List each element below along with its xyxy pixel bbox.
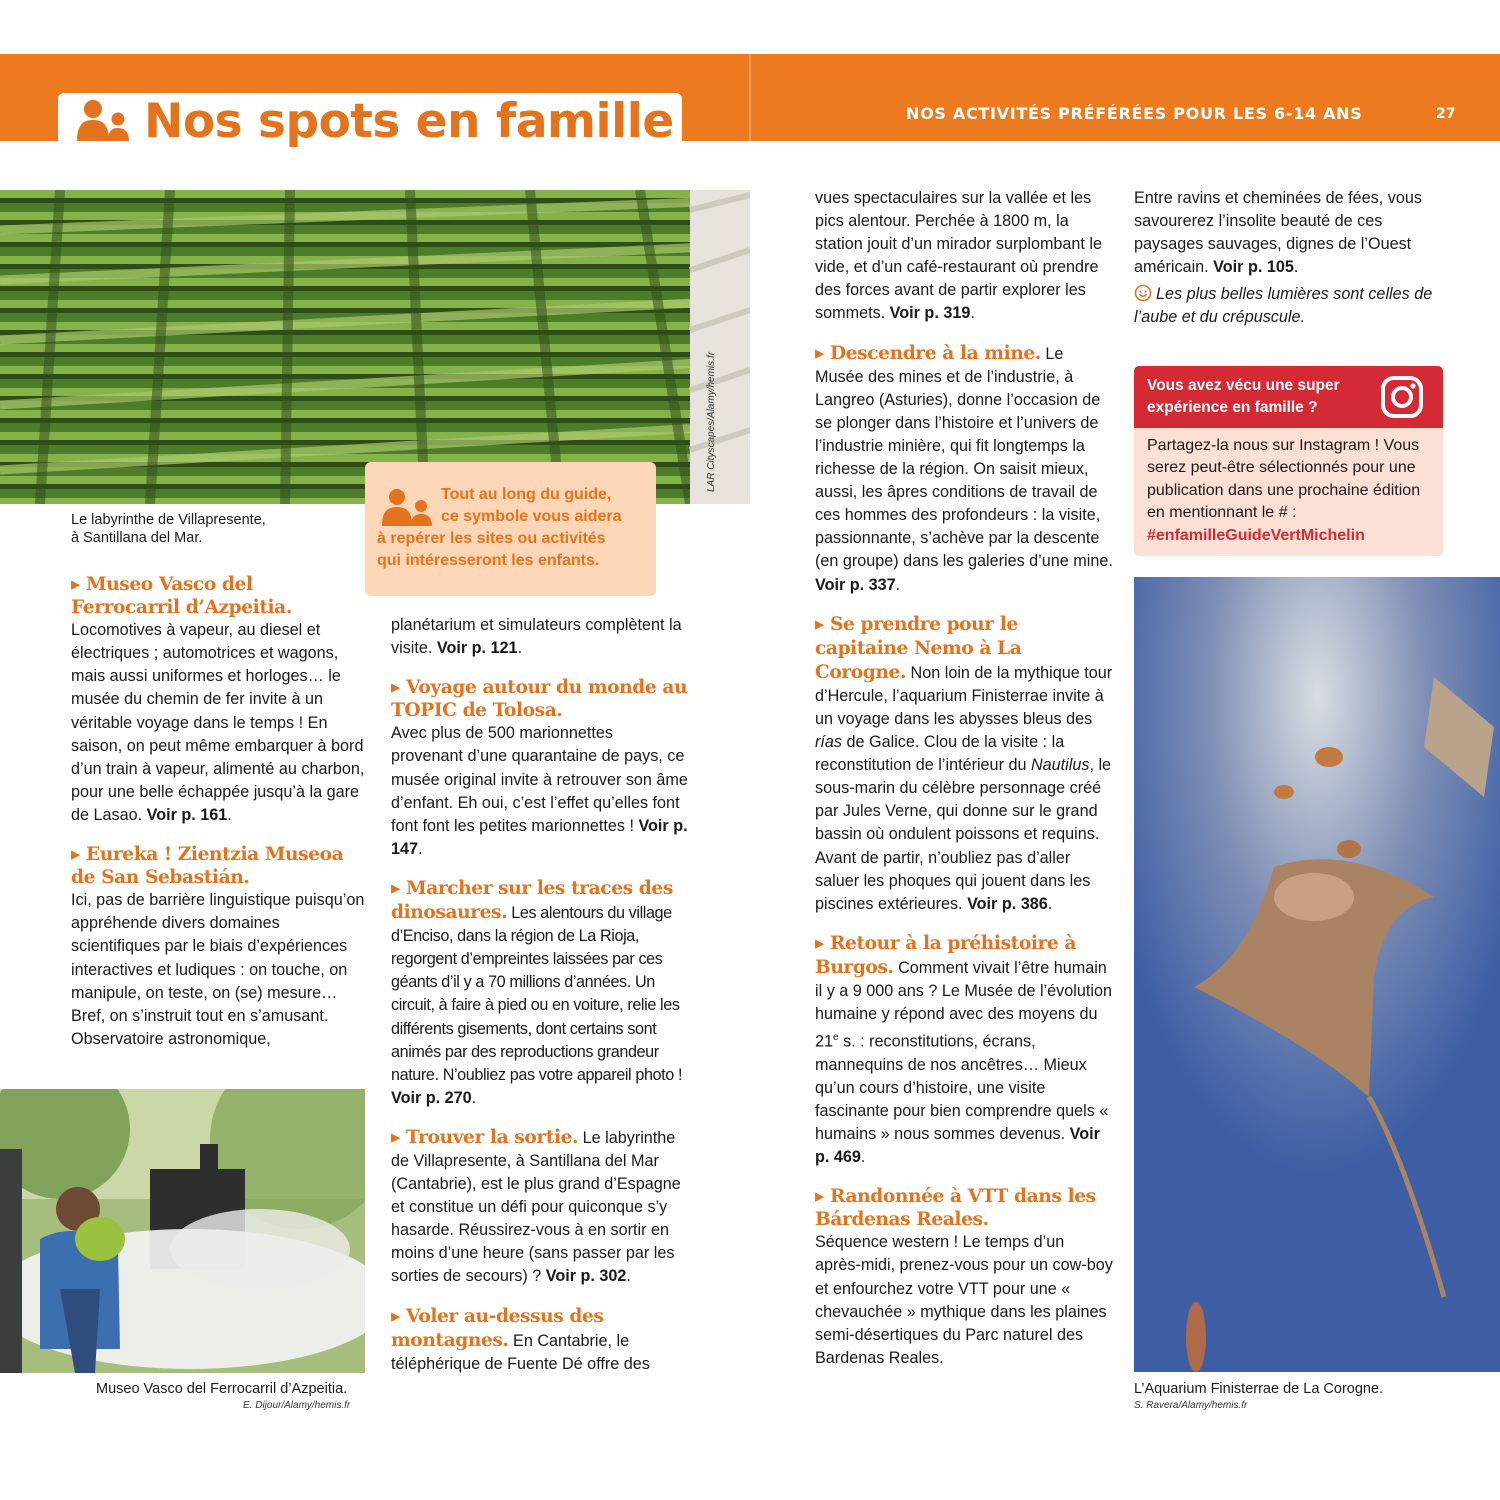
entry-nemo: ▸ Se prendre pour le capitaine Nemo à La Corogne. Non loin de la mythique tour d’Hercule, l’aquarium Finisterrae invite à un voyage dans les abysses bleus des rías de Galice. Clou de la visite : la reconstitution de l’intérieur du Nautilus, le sous-marin du célèbre personnage créé par Jules Verne, qui donne sur le grand bassin où ondulent poissons et requins. Avant de partir, n’oubliez pas d’aller saluer les phoques qui jouent dans les piscines extérieures. Voir p. 386. <box>815 613 1113 913</box>
entry-title: ▸ Museo Vasco del Ferrocarril d’Azpeitia. <box>71 574 292 619</box>
aquarium-photo <box>1134 577 1500 1372</box>
entry-eureka: ▸ Eureka ! Zientzia Museoa de San Sebastián. Ici, pas de barrière linguistique puisqu’on appréhende divers domaines scientifiques par le biais d’expériences interactives et ludiques : on touche, on manipule, on teste, on (se) mesure… Bref, on s’instruit tout en s’amusant. Observatoire astronomique, <box>71 843 367 1051</box>
entry-dinosaures: ▸ Marcher sur les traces des dinosaures. Les alentours du village d’Enciso, dans la région de La Rioja, regorgent d’empreintes laissées par ces géants d’il y a 70 millions d’années. Un circuit, à faire à pied ou en voiture, relie les différents gisements, dont certains sont animés par des reproductions grandeur nature. N’oubliez pas votre appareil photo ! Voir p. 270. <box>391 877 683 1107</box>
aquarium-caption: L’Aquarium Finisterrae de La Corogne. <box>1134 1381 1384 1397</box>
page-reference: Voir p. 469 <box>815 1124 1100 1167</box>
page-reference: Voir p. 337 <box>815 575 896 594</box>
maze-photo <box>0 190 750 504</box>
entry-title: ▸ Trouver la sortie. <box>391 1126 579 1148</box>
entry-title: ▸ Descendre à la mine. <box>815 342 1041 364</box>
entry-vtt-continued: Entre ravins et cheminées de fées, vous savourerez l’insolite beauté de ces paysages sauvages, dignes de l’Ouest américain. Voir p. 105. <box>1134 189 1422 277</box>
entry-title: ▸ Voyage autour du monde au TOPIC de Tolosa. <box>391 677 688 722</box>
instagram-box <box>1134 366 1443 556</box>
instagram-title: Vous avez vécu une super expérience en famille ? <box>1147 377 1340 416</box>
symbol-note-text: Tout au long du guide, ce symbole vous aidera à repérer les sites ou activités qui intéresseront les enfants. <box>377 486 622 569</box>
page-reference: Voir p. 147 <box>391 816 688 858</box>
entry-title: ▸ Se prendre pour le capitaine Nemo à La Corogne. <box>815 613 1022 683</box>
tip-text: Les plus belles lumières sont celles de l’aube et du crépuscule. <box>1134 285 1433 326</box>
page-reference: Voir p. 161 <box>146 805 228 824</box>
entry-title: ▸ Retour à la préhistoire à Burgos. <box>815 932 1077 978</box>
page-reference: Voir p. 302 <box>545 1267 627 1286</box>
page-reference: Voir p. 270 <box>391 1088 472 1107</box>
page-reference: Voir p. 386 <box>967 894 1048 913</box>
column-4 <box>1134 187 1434 295</box>
entry-montagnes: ▸ Voler au-dessus des montagnes. En Cantabrie, le téléphérique de Fuente Dé offre des <box>391 1305 650 1373</box>
entry-title: ▸ Marcher sur les traces des dinosaures. <box>391 877 673 924</box>
aquarium-photo-credit: S. Ravera/Alamy/hemis.fr <box>1134 1400 1248 1411</box>
symbol-note-box <box>365 462 656 596</box>
maze-caption: Le labyrinthe de Villapresente, à Santillana del Mar. <box>71 512 266 546</box>
instagram-hashtag: #enfamilleGuideVertMichelin <box>1147 526 1365 544</box>
page-reference: Voir p. 121 <box>436 639 518 658</box>
entry-burgos: ▸ Retour à la préhistoire à Burgos. Comment vivait l’être humain il y a 9 000 ans ? Le Musée de l’évolution humaine y répond avec des moyens du 21e s. : reconstitutions, écrans, mannequins de nos ancêtres… Mieux qu’un cours d’histoire, une visite fascinante pour bien comprendre quels « humains » nous sommes devenus. Voir p. 469. <box>815 932 1112 1167</box>
entry-sortie: ▸ Trouver la sortie. Le labyrinthe de Villapresente, à Santillana del Mar (Cantabrie), est le plus grand d’Espagne et constitue un défi pour quiconque s’y hasarde. Réussirez-vous à en sortir en moins d’une heure (sans passer par les sorties de secours) ? Voir p. 302. <box>391 1126 681 1286</box>
train-photo <box>0 1089 365 1373</box>
page-title: Nos spots en famille <box>144 94 674 149</box>
tip-note <box>1134 283 1434 329</box>
entry-montagnes-continued: vues spectaculaires sur la vallée et les pics alentour. Perchée à 1800 m, la station jouit d’un mirador surplombant le vide, et d’un café-restaurant où prendre des forces avant de partir explorer les sommets. Voir p. 319. <box>815 189 1103 323</box>
entry-title: ▸ Voler au-dessus des montagnes. <box>391 1305 604 1351</box>
entry-vtt: ▸ Randonnée à VTT dans les Bárdenas Reales. Séquence western ! Le temps d’un après-midi, prenez-vous pour un cow-boy et enfourchez votre VTT pour une « chevauchée » mythique dans les plaines semi-désertiques du Parc naturel des Bardenas Reales. <box>815 1186 1113 1367</box>
family-icon <box>76 99 132 143</box>
maze-photo-credit: LAR Cityscapes/Alamy/hemis.fr <box>706 351 717 492</box>
entry-azpeitia: ▸ Museo Vasco del Ferrocarril d’Azpeitia. Locomotives à vapeur, au diesel et électriques ; automotrices et wagons, mais aussi uniformes et horloges… le musée du chemin de fer invite à un véritable voyage dans le temps ! En saison, on peut même embarquer à bord d’un train à vapeur, alimenté au charbon, pour une belle échappée jusqu’à la gare de Lasao. Voir p. 161. <box>71 573 367 827</box>
column-1 <box>71 573 367 1067</box>
instagram-body: Partagez-la nous sur Instagram ! Vous serez peut-être sélectionnés pour une publication dans une prochaine édition en mentionnant le # : #enfamilleGuideVertMichelin <box>1147 437 1421 544</box>
train-photo-credit: E. Dijour/Alamy/hemis.fr <box>243 1400 351 1411</box>
page-gutter <box>749 54 751 141</box>
entry-title: ▸ Randonnée à VTT dans les Bárdenas Reales. <box>815 1186 1096 1231</box>
entry-topic: ▸ Voyage autour du monde au TOPIC de Tolosa. Avec plus de 500 marionnettes provenant d’une quarantaine de pays, ce musée original invite à retrouver son âme d’enfant. Eh oui, c’est l’effet qu’elles font font font les petites marionnettes ! Voir p. 147. <box>391 677 688 858</box>
running-head: NOS ACTIVITÉS PRÉFÉRÉES POUR LES 6-14 ANS <box>906 104 1363 123</box>
entry-eureka-continued: planétarium et simulateurs complètent la visite. Voir p. 121. <box>391 616 682 658</box>
entry-mine: ▸ Descendre à la mine. Le Musée des mines et de l’industrie, à Langreo (Asturies), donne l’occasion de se plonger dans l’histoire et l’univers de l’industrie minière, qui fit longtemps la richesse de la région. On saisit mieux, aussi, les âpres conditions de travail de ces hommes des profondeurs : la visite, passionnante, s’achève par la descente (en groupe) dans les galeries d’une mine. Voir p. 337. <box>815 342 1113 594</box>
instagram-icon <box>1380 375 1424 419</box>
page-reference: Voir p. 319 <box>889 304 971 323</box>
smiley-icon <box>1134 284 1152 302</box>
page-number: 27 <box>1436 106 1456 122</box>
train-caption: Museo Vasco del Ferrocarril d’Azpeitia. <box>96 1381 348 1397</box>
column-3 <box>815 187 1113 1386</box>
page-reference: Voir p. 105 <box>1213 258 1294 277</box>
column-2 <box>391 614 689 1392</box>
entry-title: ▸ Eureka ! Zientzia Museoa de San Sebastián. <box>71 844 344 889</box>
